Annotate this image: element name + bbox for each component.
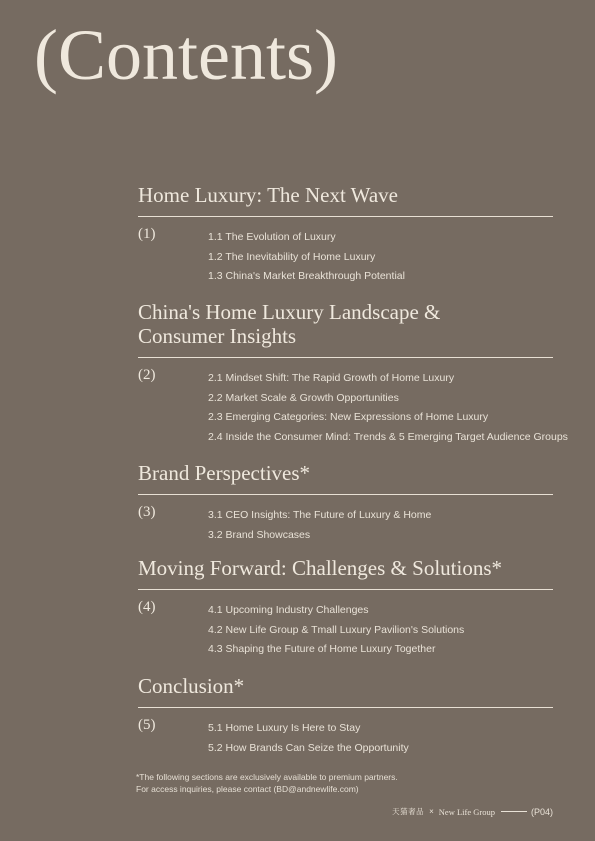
section-number: (2)	[138, 367, 156, 383]
section-heading: Home Luxury: The Next Wave	[138, 183, 398, 207]
toc-item[interactable]: 1.2 The Inevitability of Home Luxury	[208, 250, 376, 263]
section-body	[138, 506, 553, 545]
toc-item-list	[138, 719, 553, 758]
brand-name-new-life-group: New Life Group	[438, 806, 495, 817]
brand-name-tmall: 天猫奢品	[392, 807, 425, 816]
toc-item[interactable]: 3.2 Brand Showcases	[208, 528, 311, 541]
section-heading-line: China's Home Luxury Landscape &	[138, 300, 441, 324]
section-number: (1)	[138, 226, 156, 242]
toc-item-list	[138, 228, 553, 287]
section-body	[138, 719, 553, 758]
footnote-line: For access inquiries, please contact (BD@andnewlife.com)	[136, 784, 359, 794]
footnote-line: *The following sections are exclusively available to premium partners.	[136, 772, 398, 782]
toc-item[interactable]: 1.3 China's Market Breakthrough Potential	[208, 270, 405, 282]
toc-item[interactable]: 5.1 Home Luxury Is Here to Stay	[208, 722, 361, 734]
toc-item[interactable]: 5.2 How Brands Can Seize the Opportunity	[208, 741, 409, 754]
toc-item[interactable]: 1.1 The Evolution of Luxury	[208, 231, 336, 243]
section-body	[138, 601, 553, 660]
section-heading	[138, 300, 553, 348]
section-body	[138, 228, 553, 287]
section-number: (5)	[138, 717, 156, 733]
toc-section-1	[138, 183, 553, 287]
toc-item[interactable]: 3.1 CEO Insights: The Future of Luxury & Home	[208, 509, 432, 521]
section-divider	[138, 216, 553, 217]
page-number: (P04)	[530, 806, 553, 817]
toc-section-4	[138, 556, 553, 660]
footnote	[136, 771, 398, 795]
page-title: (Contents)	[34, 15, 338, 95]
toc-section-5	[138, 674, 553, 758]
toc-item-list	[138, 369, 568, 447]
toc-item[interactable]: 2.4 Inside the Consumer Mind: Trends & 5 Emerging Target Audience Groups	[208, 430, 568, 443]
section-number: (4)	[138, 599, 156, 615]
toc-item[interactable]: 2.1 Mindset Shift: The Rapid Growth of Home Luxury	[208, 372, 455, 384]
section-divider	[138, 707, 553, 708]
toc-item[interactable]: 4.3 Shaping the Future of Home Luxury Together	[208, 643, 436, 655]
section-heading-line: Consumer Insights	[138, 324, 297, 348]
brand-separator: ×	[429, 807, 434, 816]
toc-section-3	[138, 461, 553, 545]
section-divider	[138, 357, 553, 358]
page-footer	[392, 806, 553, 817]
section-body	[138, 367, 568, 447]
toc-item-list	[138, 506, 553, 545]
toc-item[interactable]: 2.3 Emerging Categories: New Expressions of Home Luxury	[208, 411, 489, 423]
section-heading: Conclusion*	[138, 674, 245, 698]
section-divider	[138, 589, 553, 590]
footer-rule	[501, 811, 527, 812]
section-number: (3)	[138, 504, 156, 520]
toc-item-list	[138, 601, 553, 660]
section-heading: Brand Perspectives*	[138, 461, 311, 485]
toc-section-2	[138, 300, 568, 447]
toc-item[interactable]: 4.2 New Life Group & Tmall Luxury Pavilion's Solutions	[208, 623, 465, 636]
toc-item[interactable]: 4.1 Upcoming Industry Challenges	[208, 604, 369, 616]
toc-item[interactable]: 2.2 Market Scale & Growth Opportunities	[208, 391, 399, 404]
section-divider	[138, 494, 553, 495]
section-heading: Moving Forward: Challenges & Solutions*	[138, 556, 502, 580]
